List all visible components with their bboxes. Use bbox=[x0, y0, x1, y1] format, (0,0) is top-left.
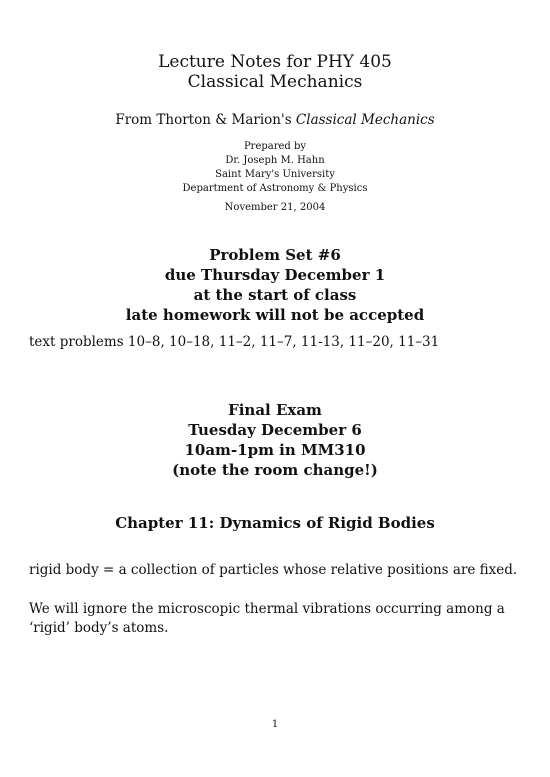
paragraph-rigid-body: rigid body = a collection of particles whose relative positions are fixed. bbox=[29, 562, 518, 578]
text-problems: text problems 10–8, 10–18, 11–2, 11–7, 11-13, 11–20, 11–31 bbox=[29, 334, 440, 350]
source-book-title: Classical Mechanics bbox=[295, 112, 435, 128]
paragraph-thermal-vibrations: We will ignore the microscopic thermal vibrations occurring among a ‘rigid’ body’s atoms. bbox=[29, 601, 505, 636]
date: November 21, 2004 bbox=[224, 202, 326, 213]
chapter-heading: Chapter 11: Dynamics of Rigid Bodies bbox=[115, 514, 435, 532]
page-number: 1 bbox=[271, 719, 279, 730]
author: Dr. Joseph M. Hahn bbox=[225, 155, 325, 166]
final-exam-note: (note the room change!) bbox=[172, 461, 378, 479]
problem-set-due: due Thursday December 1 bbox=[164, 266, 386, 284]
title-line-1: Lecture Notes for PHY 405 bbox=[158, 52, 392, 72]
final-exam-date: Tuesday December 6 bbox=[188, 421, 362, 439]
title-line-2: Classical Mechanics bbox=[187, 72, 363, 92]
prepared-by: Prepared by bbox=[243, 141, 307, 152]
final-exam-title: Final Exam bbox=[228, 401, 322, 419]
department: Department of Astronomy & Physics bbox=[182, 183, 368, 194]
source-line bbox=[0, 112, 550, 128]
source-prefix: From Thorton & Marion's bbox=[115, 112, 296, 128]
problem-set-title: Problem Set #6 bbox=[209, 246, 341, 264]
problem-set-late-policy: late homework will not be accepted bbox=[125, 306, 425, 324]
problem-set-time: at the start of class bbox=[193, 286, 357, 304]
university: Saint Mary's University bbox=[215, 169, 335, 180]
final-exam-time-room: 10am-1pm in MM310 bbox=[184, 441, 366, 459]
